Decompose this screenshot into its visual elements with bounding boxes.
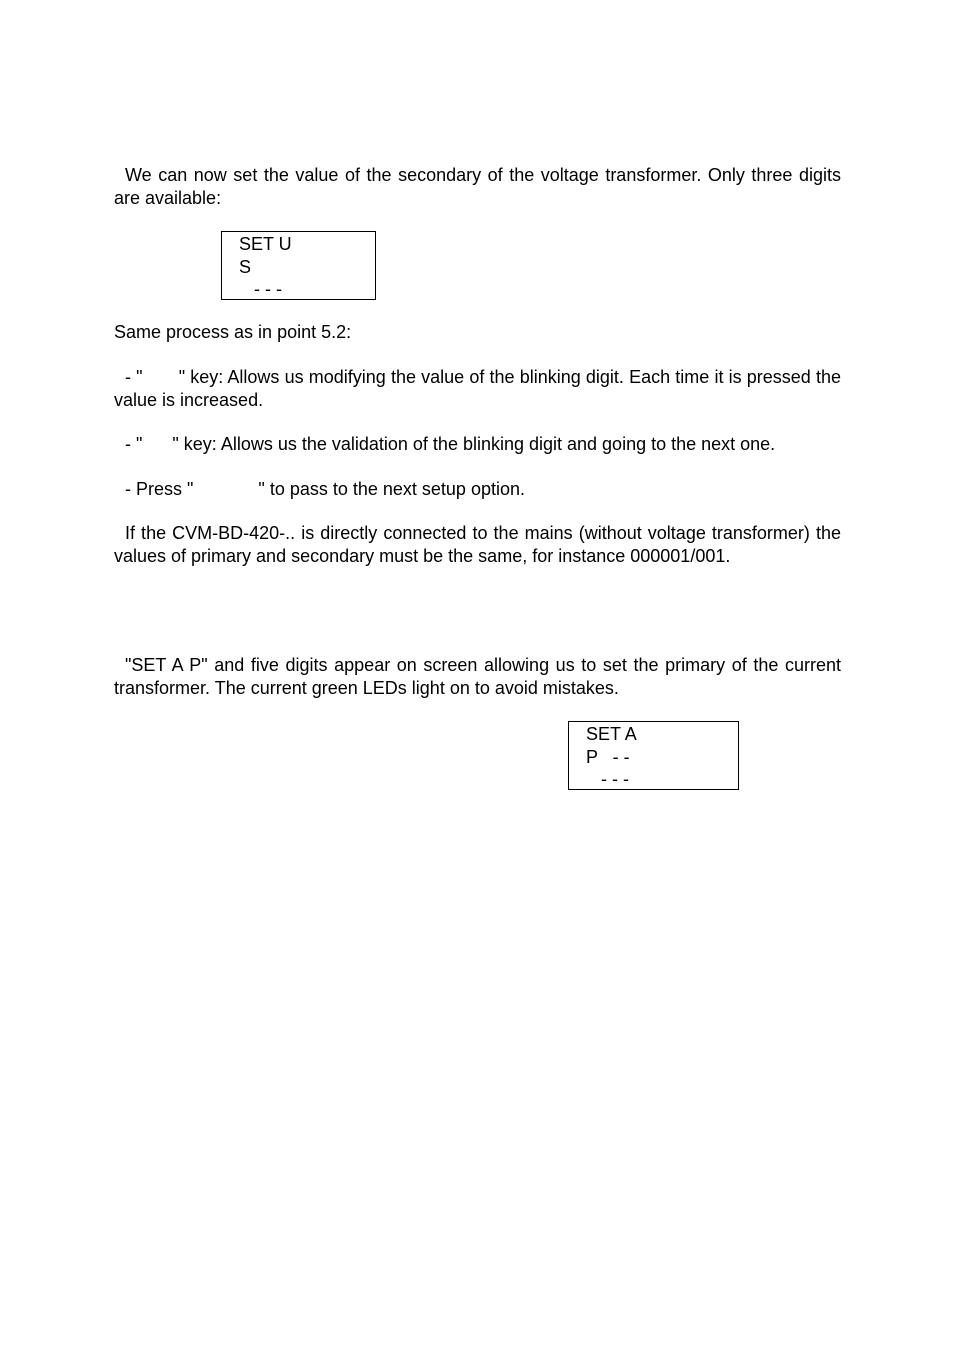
display-line-3: - - - [239, 279, 282, 299]
key-icon-placeholder [142, 434, 172, 454]
paragraph-text: We can now set the value of the secondary of the voltage transformer. Only three digits are available: [114, 165, 841, 208]
paragraph-text-start: - " [125, 434, 143, 454]
paragraph-text: Same process as in point 5.2: [114, 322, 352, 342]
paragraph-direct-connection [114, 522, 841, 567]
paragraph-text: "SET A P" and five digits appear on screen allowing us to set the primary of the current transformer. The current green LEDs light on to avoid mistakes. [114, 655, 841, 698]
key-icon-placeholder [143, 367, 179, 387]
display-line-2: S [239, 256, 252, 277]
paragraph-text-start: - Press " [125, 479, 194, 499]
display-set-u [221, 231, 376, 300]
display-line-2: P - - [586, 746, 630, 767]
paragraph-key-modify [114, 366, 841, 411]
key-icon-placeholder [193, 479, 258, 499]
display-line-3: - - - [586, 769, 629, 789]
paragraph-text-start: - " [125, 367, 143, 387]
paragraph-text-end: " key: Allows us the validation of the blinking digit and going to the next one. [172, 434, 776, 454]
display-line-1: SET U [239, 234, 292, 254]
paragraph-same-process [114, 321, 841, 344]
paragraph-set-a-p [114, 654, 841, 699]
display-line-1: SET A [586, 724, 637, 744]
display-set-a [568, 721, 739, 790]
paragraph-press-next [114, 478, 841, 501]
paragraph-key-validate [114, 433, 841, 456]
paragraph-text-end: " key: Allows us modifying the value of the blinking digit. Each time it is pressed the value is increased. [114, 367, 841, 410]
paragraph-text: If the CVM-BD-420-.. is directly connected to the mains (without voltage transformer) the values of primary and secondary must be the same, for instance 000001/001. [114, 523, 841, 566]
paragraph-secondary-voltage [114, 164, 841, 209]
paragraph-text-end: " to pass to the next setup option. [258, 479, 525, 499]
